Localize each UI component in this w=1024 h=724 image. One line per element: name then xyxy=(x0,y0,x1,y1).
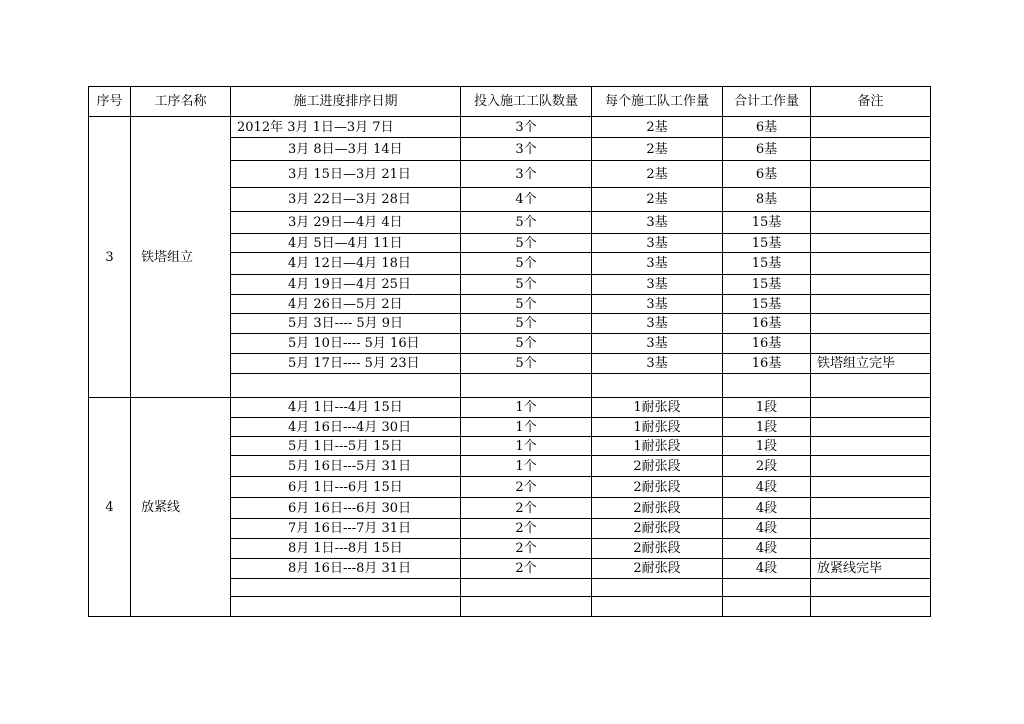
note-cell xyxy=(811,597,931,617)
teams-cell: 5个 xyxy=(461,354,592,374)
header-total: 合计工作量 xyxy=(723,87,811,117)
total-cell: 15基 xyxy=(723,275,811,295)
teams-cell xyxy=(461,579,592,597)
date-cell: 4月 1日---4月 15日 xyxy=(231,398,461,418)
note-cell xyxy=(811,539,931,559)
date-cell: 6月 16日---6月 30日 xyxy=(231,498,461,519)
process-name-cell: 放紧线 xyxy=(131,398,231,617)
header-note: 备注 xyxy=(811,87,931,117)
total-cell xyxy=(723,374,811,398)
total-cell: 2段 xyxy=(723,456,811,477)
teams-cell: 5个 xyxy=(461,334,592,354)
teams-cell: 2个 xyxy=(461,477,592,498)
date-cell: 3月 29日—4月 4日 xyxy=(231,212,461,234)
total-cell xyxy=(723,579,811,597)
total-cell xyxy=(723,597,811,617)
header-row xyxy=(89,87,931,117)
date-cell: 2012年 3月 1日—3月 7日 xyxy=(231,117,461,138)
note-cell xyxy=(811,295,931,314)
teams-cell: 1个 xyxy=(461,398,592,418)
date-cell: 8月 16日---8月 31日 xyxy=(231,559,461,579)
teams-cell: 5个 xyxy=(461,234,592,253)
per-team-cell: 2耐张段 xyxy=(592,559,723,579)
per-team-cell: 2基 xyxy=(592,188,723,212)
date-cell: 3月 15日—3月 21日 xyxy=(231,161,461,188)
date-cell: 3月 22日—3月 28日 xyxy=(231,188,461,212)
per-team-cell: 1耐张段 xyxy=(592,437,723,456)
process-name-cell: 铁塔组立 xyxy=(131,117,231,398)
note-cell xyxy=(811,519,931,539)
note-cell xyxy=(811,138,931,161)
total-cell: 16基 xyxy=(723,354,811,374)
per-team-cell: 2耐张段 xyxy=(592,519,723,539)
total-cell: 6基 xyxy=(723,161,811,188)
note-cell xyxy=(811,117,931,138)
note-cell: 放紧线完毕 xyxy=(811,559,931,579)
header-process: 工序名称 xyxy=(131,87,231,117)
total-cell: 15基 xyxy=(723,253,811,275)
teams-cell: 1个 xyxy=(461,437,592,456)
header-dates: 施工进度排序日期 xyxy=(231,87,461,117)
per-team-cell: 3基 xyxy=(592,212,723,234)
seq-cell: 3 xyxy=(89,117,131,398)
date-cell: 8月 1日---8月 15日 xyxy=(231,539,461,559)
teams-cell: 5个 xyxy=(461,212,592,234)
per-team-cell: 2耐张段 xyxy=(592,456,723,477)
note-cell xyxy=(811,579,931,597)
date-cell: 5月 3日---- 5月 9日 xyxy=(231,314,461,334)
per-team-cell: 3基 xyxy=(592,295,723,314)
note-cell xyxy=(811,212,931,234)
per-team-cell: 2基 xyxy=(592,161,723,188)
date-cell xyxy=(231,597,461,617)
date-cell: 5月 16日---5月 31日 xyxy=(231,456,461,477)
note-cell xyxy=(811,188,931,212)
date-cell: 6月 1日---6月 15日 xyxy=(231,477,461,498)
note-cell xyxy=(811,477,931,498)
per-team-cell: 2基 xyxy=(592,138,723,161)
per-team-cell xyxy=(592,579,723,597)
per-team-cell: 2耐张段 xyxy=(592,498,723,519)
teams-cell: 2个 xyxy=(461,559,592,579)
teams-cell xyxy=(461,374,592,398)
header-per-team: 每个施工队工作量 xyxy=(592,87,723,117)
date-cell: 4月 19日—4月 25日 xyxy=(231,275,461,295)
teams-cell: 3个 xyxy=(461,117,592,138)
teams-cell xyxy=(461,597,592,617)
date-cell xyxy=(231,374,461,398)
per-team-cell: 3基 xyxy=(592,234,723,253)
header-seq: 序号 xyxy=(89,87,131,117)
per-team-cell: 1耐张段 xyxy=(592,418,723,437)
total-cell: 15基 xyxy=(723,234,811,253)
note-cell xyxy=(811,275,931,295)
date-cell: 5月 10日---- 5月 16日 xyxy=(231,334,461,354)
total-cell: 4段 xyxy=(723,539,811,559)
teams-cell: 2个 xyxy=(461,498,592,519)
total-cell: 4段 xyxy=(723,519,811,539)
teams-cell: 2个 xyxy=(461,539,592,559)
total-cell: 4段 xyxy=(723,477,811,498)
date-cell xyxy=(231,579,461,597)
total-cell: 6基 xyxy=(723,138,811,161)
total-cell: 15基 xyxy=(723,295,811,314)
total-cell: 16基 xyxy=(723,314,811,334)
total-cell: 1段 xyxy=(723,398,811,418)
note-cell xyxy=(811,253,931,275)
per-team-cell: 2基 xyxy=(592,117,723,138)
date-cell: 5月 1日---5月 15日 xyxy=(231,437,461,456)
per-team-cell: 2耐张段 xyxy=(592,539,723,559)
teams-cell: 1个 xyxy=(461,456,592,477)
teams-cell: 2个 xyxy=(461,519,592,539)
total-cell: 4段 xyxy=(723,498,811,519)
date-cell: 4月 5日—4月 11日 xyxy=(231,234,461,253)
note-cell xyxy=(811,456,931,477)
total-cell: 8基 xyxy=(723,188,811,212)
note-cell xyxy=(811,374,931,398)
note-cell xyxy=(811,161,931,188)
note-cell xyxy=(811,334,931,354)
schedule-table xyxy=(88,86,931,617)
header-teams: 投入施工工队数量 xyxy=(461,87,592,117)
per-team-cell: 3基 xyxy=(592,354,723,374)
teams-cell: 1个 xyxy=(461,418,592,437)
teams-cell: 5个 xyxy=(461,275,592,295)
schedule-sheet xyxy=(88,86,931,617)
total-cell: 15基 xyxy=(723,212,811,234)
total-cell: 4段 xyxy=(723,559,811,579)
table-row xyxy=(89,117,931,138)
date-cell: 7月 16日---7月 31日 xyxy=(231,519,461,539)
teams-cell: 4个 xyxy=(461,188,592,212)
per-team-cell xyxy=(592,597,723,617)
note-cell: 铁塔组立完毕 xyxy=(811,354,931,374)
per-team-cell: 3基 xyxy=(592,275,723,295)
per-team-cell: 2耐张段 xyxy=(592,477,723,498)
note-cell xyxy=(811,498,931,519)
teams-cell: 3个 xyxy=(461,161,592,188)
table-row xyxy=(89,398,931,418)
date-cell: 4月 26日—5月 2日 xyxy=(231,295,461,314)
schedule-body xyxy=(89,117,931,617)
per-team-cell: 3基 xyxy=(592,314,723,334)
date-cell: 3月 8日—3月 14日 xyxy=(231,138,461,161)
date-cell: 4月 12日—4月 18日 xyxy=(231,253,461,275)
seq-cell: 4 xyxy=(89,398,131,617)
teams-cell: 5个 xyxy=(461,295,592,314)
per-team-cell: 1耐张段 xyxy=(592,398,723,418)
per-team-cell xyxy=(592,374,723,398)
total-cell: 1段 xyxy=(723,437,811,456)
teams-cell: 5个 xyxy=(461,314,592,334)
teams-cell: 3个 xyxy=(461,138,592,161)
total-cell: 1段 xyxy=(723,418,811,437)
teams-cell: 5个 xyxy=(461,253,592,275)
note-cell xyxy=(811,314,931,334)
note-cell xyxy=(811,418,931,437)
per-team-cell: 3基 xyxy=(592,334,723,354)
date-cell: 4月 16日---4月 30日 xyxy=(231,418,461,437)
note-cell xyxy=(811,437,931,456)
note-cell xyxy=(811,398,931,418)
total-cell: 6基 xyxy=(723,117,811,138)
note-cell xyxy=(811,234,931,253)
total-cell: 16基 xyxy=(723,334,811,354)
date-cell: 5月 17日---- 5月 23日 xyxy=(231,354,461,374)
per-team-cell: 3基 xyxy=(592,253,723,275)
